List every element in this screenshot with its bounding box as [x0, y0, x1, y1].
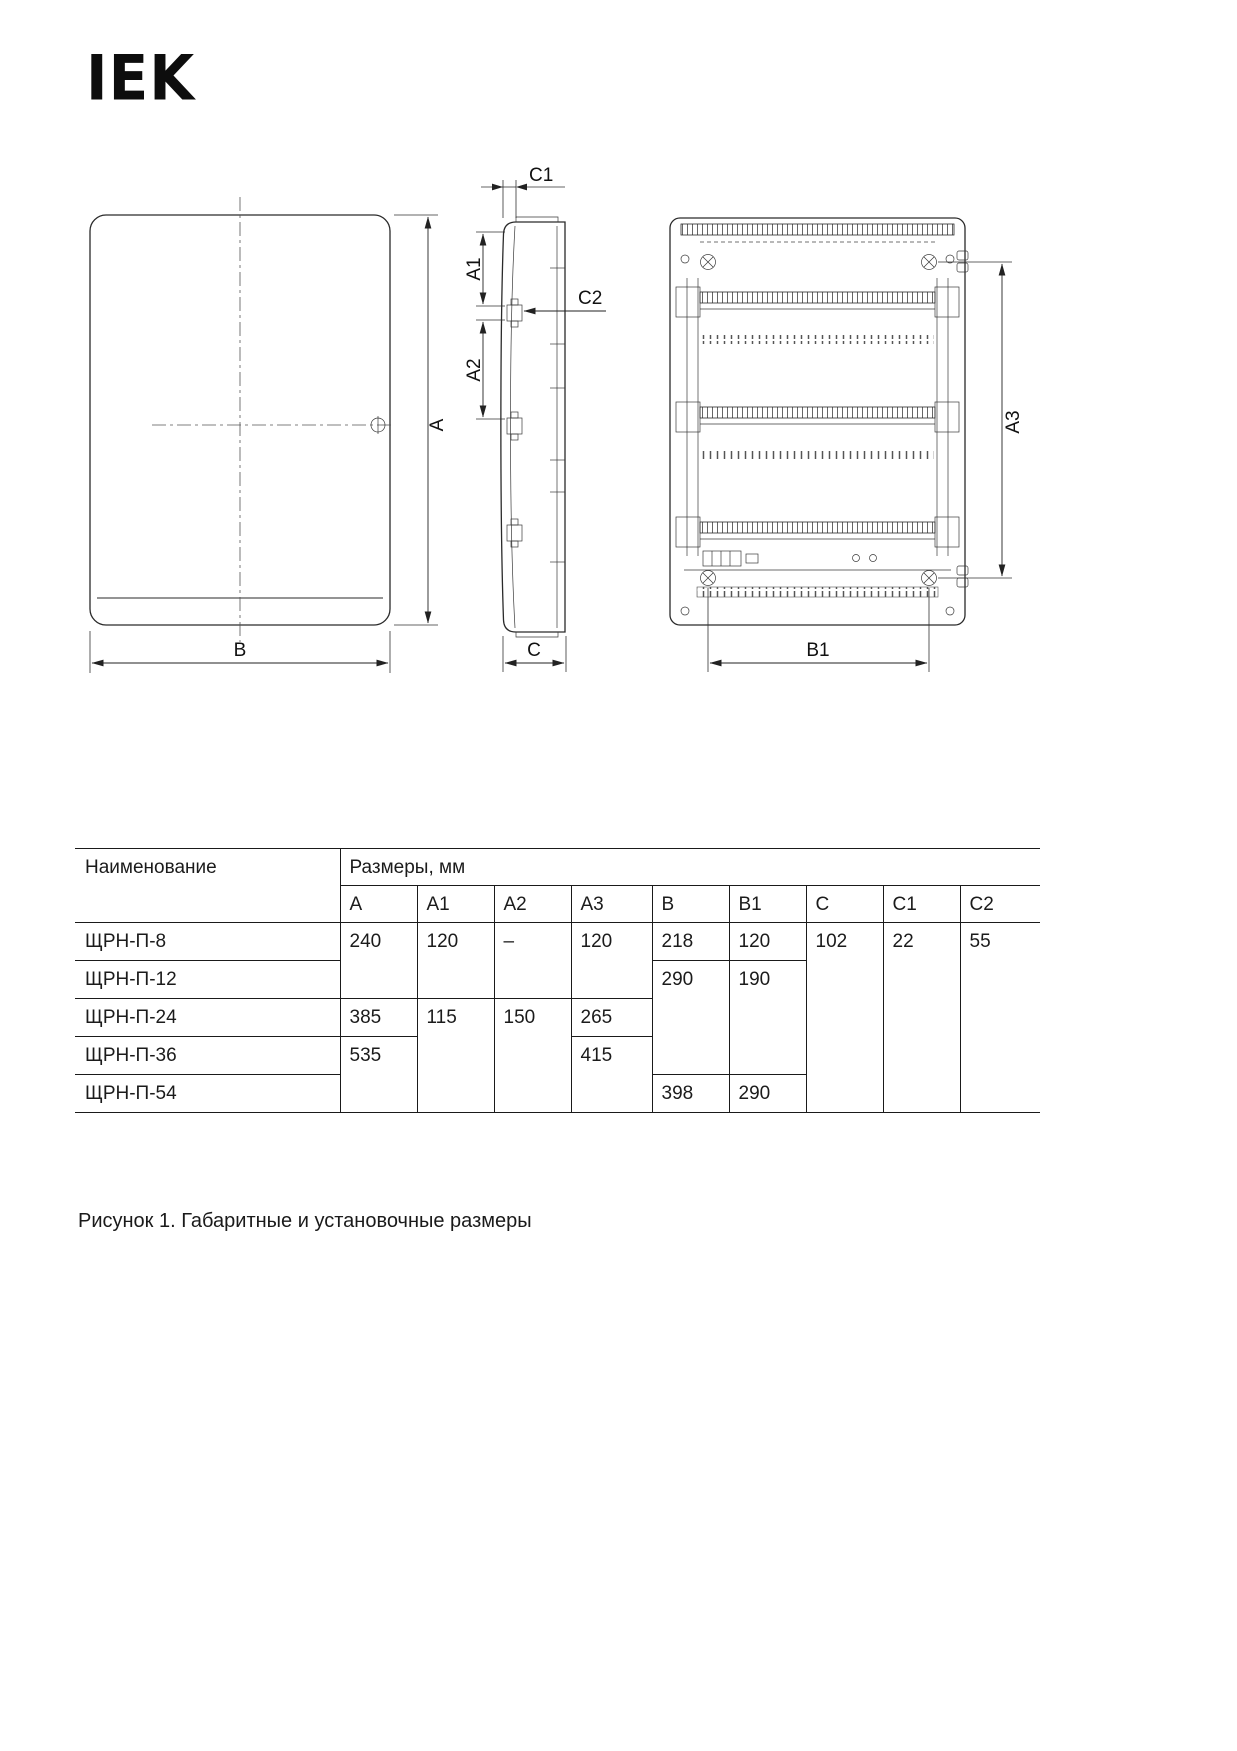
bottom-strip: [697, 587, 938, 597]
dim-label-A: A: [427, 418, 448, 432]
cell-name: ЩРН-П-8: [75, 923, 340, 961]
cell-A3: 415: [571, 1037, 652, 1113]
rear-view: [670, 218, 1024, 672]
cell-A: 240: [340, 923, 417, 999]
dim-label-B: B: [233, 640, 247, 661]
col-header-C1: C1: [883, 886, 960, 923]
dim-label-A1: A1: [464, 257, 485, 281]
cell-B1: 290: [729, 1075, 806, 1113]
dim-label-C: C: [527, 640, 541, 661]
col-header-B1: B1: [729, 886, 806, 923]
side-view: [464, 165, 606, 672]
table-row: [75, 923, 1040, 961]
cell-A: 385: [340, 999, 417, 1037]
col-header-A: A: [340, 886, 417, 923]
cell-B: 218: [652, 923, 729, 961]
iek-logo: IEK: [86, 41, 196, 115]
cell-name: ЩРН-П-12: [75, 961, 340, 999]
vent-slots: [681, 224, 954, 235]
front-view: [90, 197, 448, 673]
cell-A1: 115: [417, 999, 494, 1113]
cell-A2: –: [494, 923, 571, 999]
cell-B1: 190: [729, 961, 806, 1075]
figure-caption: Рисунок 1. Габаритные и установочные размеры: [78, 1210, 532, 1232]
cell-B: 398: [652, 1075, 729, 1113]
cell-B1: 120: [729, 923, 806, 961]
cell-A2: 150: [494, 999, 571, 1113]
cell-B: 290: [652, 961, 729, 1075]
cell-name: ЩРН-П-54: [75, 1075, 340, 1113]
cell-A1: 120: [417, 923, 494, 999]
col-header-C: C: [806, 886, 883, 923]
cell-C2: 55: [960, 923, 1040, 1113]
cell-C: 102: [806, 923, 883, 1113]
cell-A3: 120: [571, 923, 652, 999]
cell-A3: 265: [571, 999, 652, 1037]
cell-A: 535: [340, 1037, 417, 1113]
dim-label-C1: C1: [529, 165, 554, 186]
col-header-C2: C2: [960, 886, 1040, 923]
col-header-A3: A3: [571, 886, 652, 923]
dim-label-A2: A2: [464, 358, 485, 382]
cell-name: ЩРН-П-36: [75, 1037, 340, 1075]
header-sizes: Размеры, мм: [340, 849, 1040, 886]
col-header-B: B: [652, 886, 729, 923]
header-name: Наименование: [75, 849, 340, 923]
dim-label-C2: C2: [578, 288, 603, 309]
col-header-A2: A2: [494, 886, 571, 923]
cell-name: ЩРН-П-24: [75, 999, 340, 1037]
cell-C1: 22: [883, 923, 960, 1113]
comb-row: [702, 450, 934, 459]
dim-label-B1: B1: [806, 640, 830, 661]
dimensions-table: [75, 848, 1040, 1113]
comb-row: [702, 335, 934, 344]
col-header-A1: A1: [417, 886, 494, 923]
dim-label-A3: A3: [1003, 410, 1024, 434]
dimension-drawing: [0, 0, 1237, 740]
